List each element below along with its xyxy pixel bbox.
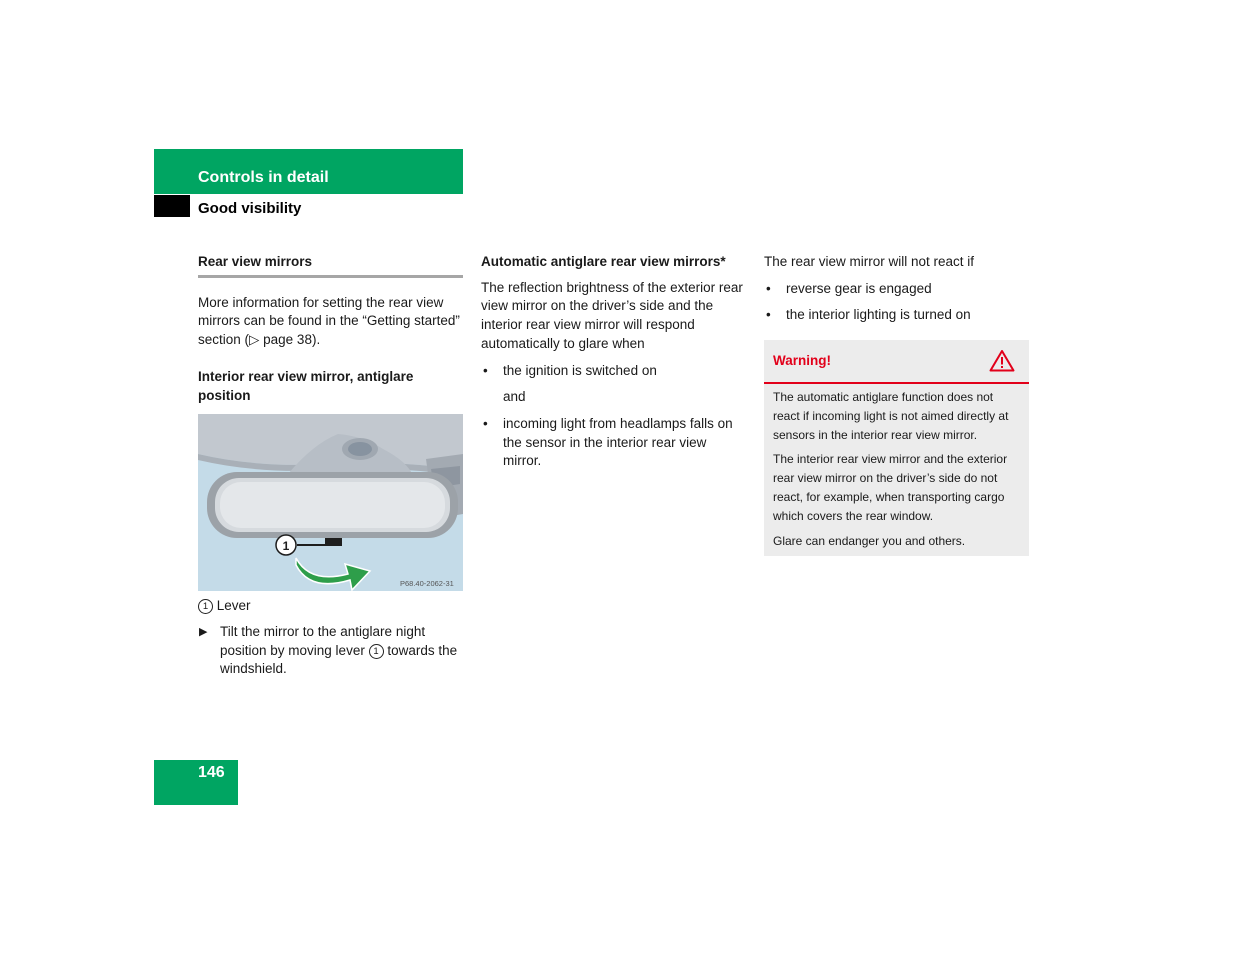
instruction-step xyxy=(198,623,463,679)
step-text-before: Tilt the mirror to the antiglare night position by moving lever xyxy=(220,623,426,658)
warning-box xyxy=(764,340,1029,556)
warning-title: Warning! xyxy=(773,353,831,368)
bullet-dot: • xyxy=(766,280,771,296)
list-item-text: the ignition is switched on xyxy=(503,362,657,378)
legend-item xyxy=(198,597,463,616)
rear-view-mirrors-heading: Rear view mirrors xyxy=(198,254,313,269)
page-number: 146 xyxy=(198,764,225,781)
list-item xyxy=(764,306,1029,325)
bullet-dot: • xyxy=(483,362,488,378)
automatic-antiglare-intro: The reflection brightness of the exterior rear view mirror on the driver’s side and the interior rear view mirror will respond automatically to glare when xyxy=(481,279,743,351)
automatic-antiglare-heading: Automatic antiglare rear view mirrors* xyxy=(481,254,726,269)
column-automatic-antiglare xyxy=(481,253,746,471)
bullet-dot: • xyxy=(483,415,488,431)
warning-paragraph: Glare can endanger you and others. xyxy=(773,533,966,548)
bullet-dot: • xyxy=(766,307,771,323)
warning-body xyxy=(764,384,1029,550)
interior-mirror-subheading: Interior rear view mirror, antiglare position xyxy=(198,368,414,403)
step-text-after: towards the windshield. xyxy=(220,642,458,677)
warning-paragraph: The automatic antiglare function does not react if incoming light is not aimed directly at sensors in the interior rear view mirror. xyxy=(773,390,1009,442)
list-item-text: the interior lighting is turned on xyxy=(786,307,971,323)
mirror-illustration xyxy=(198,414,463,591)
list-item-text: reverse gear is engaged xyxy=(786,280,932,296)
figure-callout: 1 xyxy=(282,539,290,554)
step-number: 1 xyxy=(369,644,384,659)
heading-rule xyxy=(198,275,463,278)
list-item-text: incoming light from headlamps falls on the sensor in the interior rear view mirror. xyxy=(503,415,733,469)
no-reaction-intro: The rear view mirror will not react if xyxy=(764,254,975,269)
mirror-illustration-svg xyxy=(198,414,463,591)
section-marker xyxy=(154,195,190,217)
figure-code: P68.40-2062-31 xyxy=(400,579,454,589)
chapter-title: Controls in detail xyxy=(198,169,329,186)
legend-label: Lever xyxy=(216,598,251,614)
page-number-box xyxy=(154,760,238,805)
warning-paragraph: The interior rear view mirror and the exterior rear view mirror on the driver’s side do not react, for example, when transporting cargo which covers the rear window. xyxy=(773,452,1008,523)
warning-header xyxy=(764,340,1029,384)
step-arrow-icon: ▶ xyxy=(199,625,208,638)
legend-number: 1 xyxy=(198,599,213,614)
list-item xyxy=(764,280,1029,299)
column-no-reaction xyxy=(764,253,1029,325)
list-item xyxy=(481,362,746,381)
section-title: Good visibility xyxy=(198,200,302,217)
conjunction-text: and xyxy=(503,389,526,405)
rear-view-mirrors-intro: More information for setting the rear view mirrors can be found in the “Getting started” section (▷ page 38). xyxy=(198,294,460,348)
column-rear-view-mirrors xyxy=(198,253,463,679)
list-item xyxy=(481,415,746,471)
warning-triangle-icon xyxy=(989,349,1015,372)
